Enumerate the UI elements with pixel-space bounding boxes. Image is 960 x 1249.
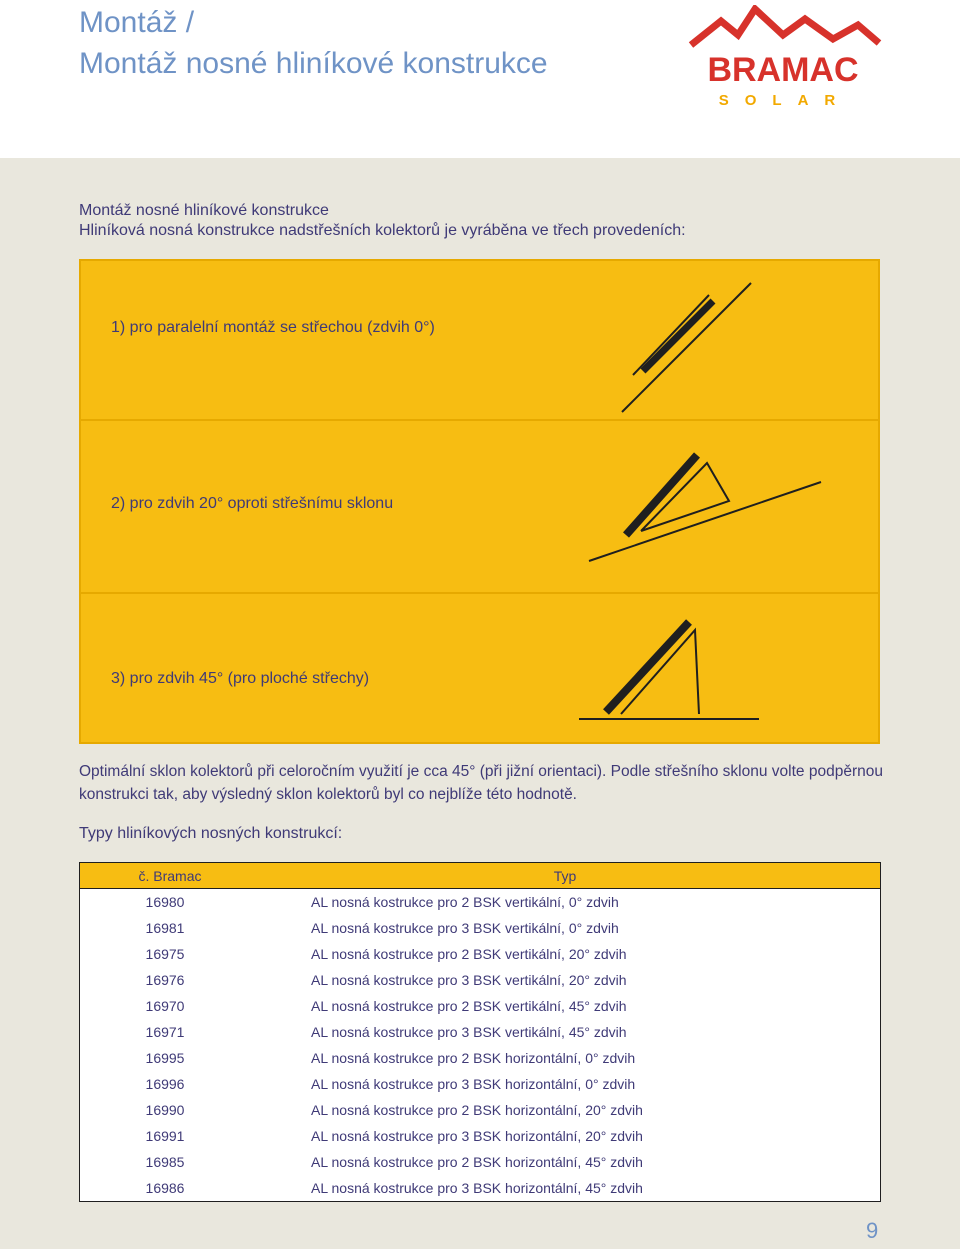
cell-bramac-no: 16980 bbox=[145, 894, 185, 910]
cell-type: AL nosná kostrukce pro 3 BSK horizontální, 20° zdvih bbox=[311, 1128, 643, 1144]
table-row bbox=[80, 915, 881, 941]
page-title-line1: Montáž / bbox=[79, 6, 195, 39]
column-header-type: Typ bbox=[250, 863, 881, 889]
cell-type: AL nosná kostrukce pro 2 BSK horizontální, 0° zdvih bbox=[311, 1050, 636, 1066]
option-label-3: 3) pro zdvih 45° (pro ploché střechy) bbox=[111, 670, 370, 687]
tilt-20-mount-diagram-icon bbox=[81, 421, 882, 596]
cell-bramac-no: 16986 bbox=[145, 1180, 185, 1196]
page-header bbox=[0, 0, 960, 158]
cell-bramac-no: 16970 bbox=[145, 998, 185, 1014]
option-panel-3 bbox=[79, 592, 880, 744]
table-row bbox=[80, 967, 881, 993]
cell-type: AL nosná kostrukce pro 3 BSK vertikální, 0° zdvih bbox=[311, 920, 619, 936]
page-number: 9 bbox=[866, 1218, 879, 1243]
bramac-roof-logo-icon bbox=[683, 5, 888, 115]
cell-type: AL nosná kostrukce pro 2 BSK vertikální, 20° zdvih bbox=[311, 946, 627, 962]
construction-types-table bbox=[79, 862, 881, 1202]
cell-type: AL nosná kostrukce pro 3 BSK horizontální, 45° zdvih bbox=[311, 1180, 643, 1196]
table-row bbox=[80, 1045, 881, 1071]
table-row bbox=[80, 1097, 881, 1123]
page-title-line2: Montáž nosné hliníkové konstrukce bbox=[79, 47, 548, 80]
table-row bbox=[80, 1071, 881, 1097]
table-row bbox=[80, 993, 881, 1019]
intro-heading: Montáž nosné hliníkové konstrukce bbox=[79, 202, 329, 219]
roof-zigzag bbox=[691, 9, 879, 45]
cell-bramac-no: 16991 bbox=[145, 1128, 185, 1144]
tilt-recommendation-paragraph: Optimální sklon kolektorů při celoročním využití je cca 45° (při jižní orientaci). Podle střešního sklonu volte podpěrnou konstrukci tak, aby výsledný sklon kolektorů byl co nejblíže této hodnotě. bbox=[79, 763, 883, 803]
cell-bramac-no: 16985 bbox=[145, 1154, 185, 1170]
cell-bramac-no: 16995 bbox=[145, 1050, 185, 1066]
tilt-45-flat-roof-diagram-icon bbox=[81, 594, 882, 746]
cell-type: AL nosná kostrukce pro 3 BSK horizontální, 0° zdvih bbox=[311, 1076, 636, 1092]
table-row bbox=[80, 1019, 881, 1045]
cell-type: AL nosná kostrukce pro 2 BSK horizontální, 20° zdvih bbox=[311, 1102, 643, 1118]
table-row bbox=[80, 1175, 881, 1202]
cell-bramac-no: 16971 bbox=[145, 1024, 185, 1040]
column-header-bramac-no: č. Bramac bbox=[80, 863, 251, 889]
cell-bramac-no: 16981 bbox=[145, 920, 185, 936]
cell-type: AL nosná kostrukce pro 2 BSK vertikální, 45° zdvih bbox=[311, 998, 627, 1014]
parallel-mount-diagram-icon bbox=[81, 261, 882, 423]
cell-type: AL nosná kostrukce pro 3 BSK vertikální, 20° zdvih bbox=[311, 972, 627, 988]
intro-section bbox=[79, 201, 686, 241]
cell-bramac-no: 16976 bbox=[145, 972, 185, 988]
option-panel-2 bbox=[79, 419, 880, 594]
table-heading: Typy hliníkových nosných konstrukcí: bbox=[79, 825, 343, 842]
cell-bramac-no: 16996 bbox=[145, 1076, 185, 1092]
logo-tagline-text: SOLAR bbox=[718, 92, 852, 109]
cell-bramac-no: 16975 bbox=[145, 946, 185, 962]
table-row bbox=[80, 889, 881, 916]
intro-text: Hliníková nosná konstrukce nadstřešních kolektorů je vyráběna ve třech provedeních: bbox=[79, 222, 686, 239]
logo-brand-text: BRAMAC bbox=[707, 51, 859, 89]
option-panel-1 bbox=[79, 259, 880, 421]
cell-type: AL nosná kostrukce pro 3 BSK vertikální, 45° zdvih bbox=[311, 1024, 627, 1040]
table-row bbox=[80, 1123, 881, 1149]
option-label-2: 2) pro zdvih 20° oproti střešnímu sklonu bbox=[111, 495, 394, 512]
table-header-row bbox=[80, 863, 881, 889]
table-row bbox=[80, 1149, 881, 1175]
cell-type: AL nosná kostrukce pro 2 BSK horizontální, 45° zdvih bbox=[311, 1154, 643, 1170]
cell-bramac-no: 16990 bbox=[145, 1102, 185, 1118]
table-row bbox=[80, 941, 881, 967]
cell-type: AL nosná kostrukce pro 2 BSK vertikální, 0° zdvih bbox=[311, 894, 619, 910]
option-label-1: 1) pro paralelní montáž se střechou (zdvih 0°) bbox=[111, 319, 435, 336]
